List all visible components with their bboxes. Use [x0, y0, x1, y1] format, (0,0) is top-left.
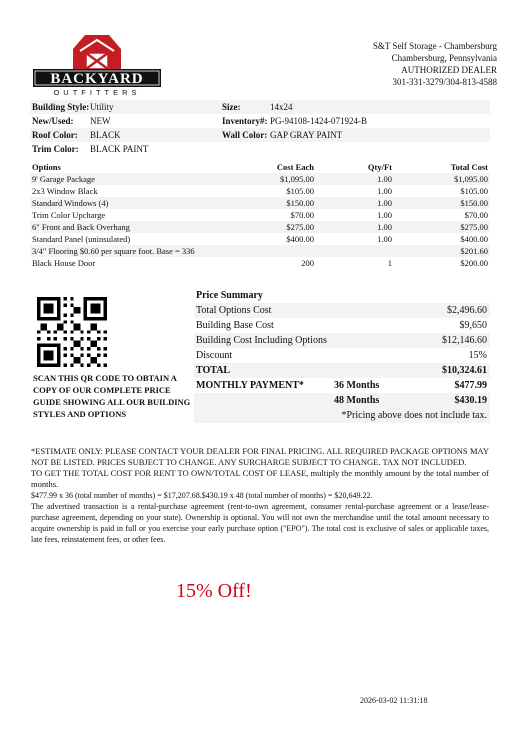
term-36-value: $477.99 [454, 380, 487, 391]
option-row [30, 197, 490, 209]
tax-footnote: *Pricing above does not include tax. [341, 410, 487, 421]
inventory-value: PG-94108-1424-071924-B [270, 116, 367, 126]
option-total: $200.00 [460, 258, 488, 268]
print-timestamp: 2026-03-02 11:31:18 [360, 696, 428, 705]
base-cost-label: Building Base Cost [196, 320, 274, 331]
trim-value: BLACK PAINT [90, 144, 149, 154]
dealer-status: AUTHORIZED DEALER [401, 65, 497, 75]
option-total: $70.00 [464, 210, 488, 220]
monthly-payment-label: MONTHLY PAYMENT* [196, 380, 304, 391]
option-total: $150.00 [460, 198, 488, 208]
brand-line2: OUTFITTERS [53, 88, 141, 97]
option-name: Trim Color Upcharge [32, 210, 106, 220]
option-name: 6" Front and Back Overhang [32, 222, 130, 232]
dealer-info [373, 40, 497, 88]
option-row [30, 209, 490, 221]
option-total: $201.60 [460, 246, 488, 256]
option-name: 9' Garage Package [32, 174, 95, 184]
option-total: $105.00 [460, 186, 488, 196]
option-cost-each: 200 [301, 258, 314, 268]
option-qty: 1.00 [377, 222, 392, 232]
qr-caption: SCAN THIS QR CODE TO OBTAIN A COPY OF OUR COMPLETE PRICE GUIDE SHOWING ALL OUR BUILDING STYLES AND OPTIONS [33, 373, 191, 419]
dealer-city: Chambersburg, Pennsylvania [391, 53, 497, 63]
barn-icon [73, 35, 121, 69]
option-row [30, 221, 490, 233]
header-cost-each: Cost Each [276, 162, 314, 172]
roof-label: Roof Color: [32, 130, 78, 140]
discount-label: Discount [196, 350, 233, 361]
condition-label: New/Used: [32, 116, 74, 126]
total-options-value: $2,496.60 [447, 305, 487, 316]
header-qty: Qty/Ft [367, 162, 392, 172]
price-summary [194, 288, 490, 423]
disclaimer-total-cost: TO GET THE TOTAL COST FOR RENT TO OWN/TOTAL COST OF LEASE, multiply the monthly amount by the total number of months. [31, 468, 489, 489]
option-row [30, 173, 490, 185]
option-name: Standard Panel (uninsulated) [32, 234, 131, 244]
option-name: 2x3 Window Black [32, 186, 98, 196]
disclaimer-rental-terms: The advertised transaction is a rental-purchase agreement (rent-to-own agreement, consumer rental-purchase agreement or a lease/lease-purchase agreement, depending on your state). Ownership is optional. You will not own the merchandise until the total amount necessary to acquire ownership is paid in full or you exercise your early purchase option ("EPO"). The total cost is exclusive of sales or applicable taxes, late fees, reinstatement fees, or other fees. [31, 502, 489, 544]
base-cost-value: $9,650 [459, 320, 487, 331]
option-total: $1,095.00 [454, 174, 488, 184]
trim-label: Trim Color: [32, 144, 79, 154]
option-row [30, 185, 490, 197]
total-options-label: Total Options Cost [196, 305, 272, 316]
total-value: $10,324.61 [442, 365, 487, 376]
header-options: Options [32, 162, 61, 172]
incl-cost-label: Building Cost Including Options [196, 335, 327, 346]
disclaimer-calculation: $477.99 x 36 (total number of months) = $17,207.68.$430.19 x 48 (total number of months) = $20,649.22. [31, 491, 373, 500]
term-36-label: 36 Months [334, 380, 380, 391]
building-info [30, 100, 490, 156]
option-cost-each: $150.00 [286, 198, 314, 208]
inventory-label: Inventory#: [222, 116, 268, 126]
options-table [30, 161, 490, 269]
roof-value: BLACK [90, 130, 121, 140]
condition-value: NEW [90, 116, 111, 126]
option-total: $400.00 [460, 234, 488, 244]
backyard-outfitters-logo [33, 31, 161, 98]
options-header [30, 161, 490, 173]
option-row [30, 257, 490, 269]
option-qty: 1.00 [377, 186, 392, 196]
brand-line1: BACKYARD [50, 71, 144, 87]
wall-value: GAP GRAY PAINT [270, 130, 343, 140]
option-row [30, 245, 490, 257]
header-total: Total Cost [450, 162, 488, 172]
disclaimer [31, 446, 489, 545]
option-total: $275.00 [460, 222, 488, 232]
option-name: Black House Door [32, 258, 96, 268]
promo-banner: 15% Off! [176, 580, 252, 602]
style-label: Building Style: [32, 102, 90, 112]
option-qty: 1 [387, 258, 392, 268]
price-summary-title: Price Summary [196, 290, 263, 301]
option-name: Standard Windows (4) [32, 198, 109, 208]
option-qty: 1.00 [377, 174, 392, 184]
incl-cost-value: $12,146.60 [442, 335, 487, 346]
dealer-name: S&T Self Storage - Chambersburg [372, 41, 497, 51]
dealer-phone: 301-331-3279/304-813-4588 [392, 77, 497, 87]
style-value: Utility [90, 102, 114, 112]
term-48-value: $430.19 [454, 395, 487, 406]
option-qty: 1.00 [377, 198, 392, 208]
option-name: 3/4" Flooring $0.60 per square foot. Base = 336 [32, 246, 195, 256]
option-cost-each: $70.00 [290, 210, 314, 220]
term-48-label: 48 Months [334, 395, 380, 406]
size-label: Size: [222, 102, 241, 112]
option-row [30, 233, 490, 245]
discount-value: 15% [468, 350, 487, 361]
wall-label: Wall Color: [222, 130, 268, 140]
qr-code[interactable] [37, 297, 107, 367]
option-cost-each: $275.00 [286, 222, 314, 232]
option-cost-each: $400.00 [286, 234, 314, 244]
disclaimer-estimate: *ESTIMATE ONLY: PLEASE CONTACT YOUR DEALER FOR FINAL PRICING. ALL REQUIRED PACKAGE OPTIONS MAY NOT BE LISTED. PRICES SUBJECT TO CHANGE. ANY SURCHARGE SUBJECT TO CHANGE. TAX NOT INCLUDED. [31, 446, 489, 467]
option-cost-each: $1,095.00 [280, 174, 314, 184]
option-qty: 1.00 [377, 210, 392, 220]
total-label: TOTAL [196, 365, 231, 376]
option-cost-each: $105.00 [286, 186, 314, 196]
option-qty: 1.00 [377, 234, 392, 244]
size-value: 14x24 [270, 102, 293, 112]
